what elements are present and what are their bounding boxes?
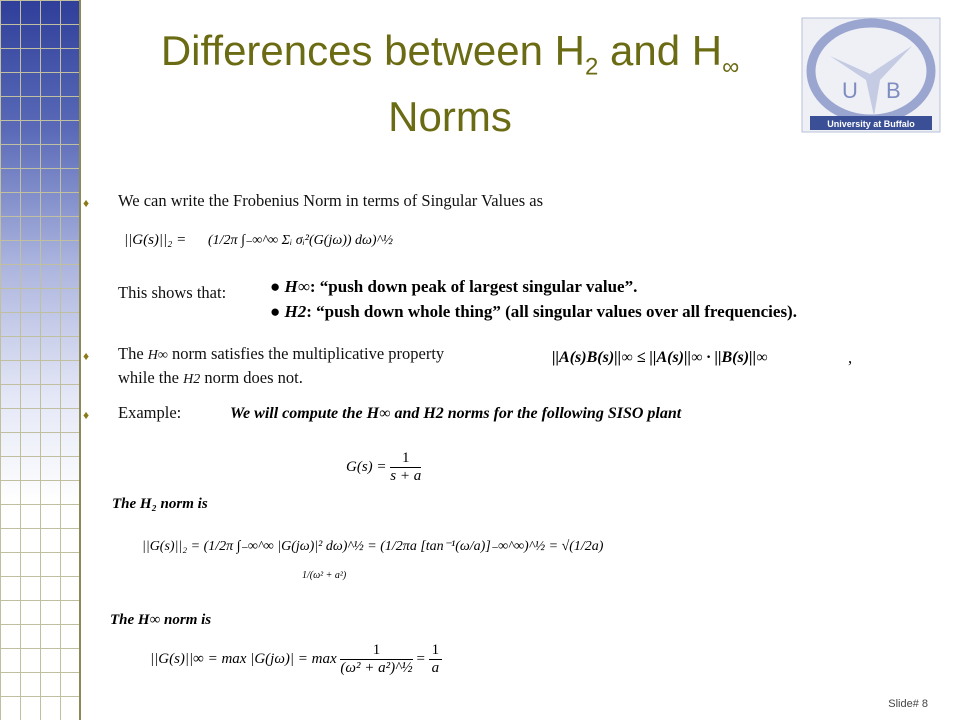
h2-underbrace-label: 1/(ω² + a²) [302,570,347,581]
bullet-3-text: Example: [118,403,182,422]
title-text-1: Differences between H [160,27,585,74]
plant-lhs: G(s) = [346,458,387,475]
hinf-point-text: : “push down peak of largest singular value”. [309,277,638,296]
grid-background [0,0,80,720]
plant-num: 1 [390,450,421,468]
hinf-res-den: a [431,660,440,676]
b2-hinf: H∞ [147,348,168,363]
logo-banner-text: University at Buffalo [827,119,915,129]
title-sub-2: 2 [584,53,599,81]
university-logo [800,16,942,134]
h2-norm-equation: ||G(s)||₂ = (1/2π ∫₋∞^∞ |G(jω)|² dω)^½ = (1/2πa [tan⁻¹(ω/a)]₋∞^∞)^½ = √(1/2a) [142,539,604,554]
frobenius-equation [120,214,428,274]
multiplicative-property-equation [546,346,836,372]
b2-line2-b: norm does not. [200,368,303,387]
example-statement [224,398,756,432]
hinf-norm-equation [150,642,442,677]
hinf-den: (ω² + a²)^½ [340,660,413,676]
plant-transfer-function [346,450,421,485]
hinf-symbol: H∞ [284,277,310,296]
plant-fraction [390,450,421,485]
norm-points-box [262,272,892,328]
frob-lhs: ||G(s)||₂ = [124,232,187,248]
title-sub-inf: ∞ [722,53,740,81]
h2-norm-label: The H₂ norm is [112,496,208,512]
mult-eq: ||A(s)B(s)||∞ ≤ ||A(s)||∞ · ||B(s)||∞ [552,349,768,366]
title-text-3: Norms [388,93,512,141]
plant-den: s + a [390,468,422,484]
bullet-dot-icon: ● [270,277,281,296]
b2-text-a: The [118,344,148,363]
hinf-equals: = [416,650,425,667]
shows-that-label: This shows that: [118,283,227,302]
bullet-2-line-2 [118,368,303,389]
slide-title [110,26,790,142]
bullet-dot-icon: ● [270,302,281,321]
logo-letter-u: U [842,78,858,103]
hinf-fraction [340,642,412,677]
hinf-norm-label: The H∞ norm is [110,612,212,628]
bullet-diamond-icon: ♦ [83,408,90,422]
bullet-2-text [118,344,444,365]
bullet-diamond-icon: ♦ [83,349,90,363]
slide-number: Slide# 8 [888,698,928,710]
frob-rhs: (1/2π ∫₋∞^∞ Σᵢ σᵢ²(G(jω)) dω)^½ [208,233,393,248]
h2-point-text: : “push down whole thing” (all singular values over all frequencies). [306,302,797,321]
grid-edge [79,0,81,720]
bullet-1-text: We can write the Frobenius Norm in terms of Singular Values as [118,191,543,210]
bullet-diamond-icon: ♦ [83,196,90,210]
b2-h2: H2 [183,372,201,387]
h2-derivation-box [102,440,678,600]
b2-text-b: norm satisfies the multiplicative property [167,344,445,363]
hinf-point [270,277,637,297]
h2-point [270,302,797,322]
hinf-res-num: 1 [429,642,443,660]
title-text-2: and H [598,27,723,74]
b2-comma: , [848,348,853,367]
hinf-derivation-box [104,604,534,696]
hinf-result [429,642,443,677]
b2-line2-a: while the [118,368,184,387]
example-statement-text: We will compute the H∞ and H2 norms for the following SISO plant [230,405,682,422]
hinf-eq-a: ||G(s)||∞ = max |G(jω)| = max [150,650,337,667]
h2-symbol: H2 [284,302,307,321]
logo-letter-b: B [886,78,901,103]
hinf-num: 1 [340,642,412,660]
